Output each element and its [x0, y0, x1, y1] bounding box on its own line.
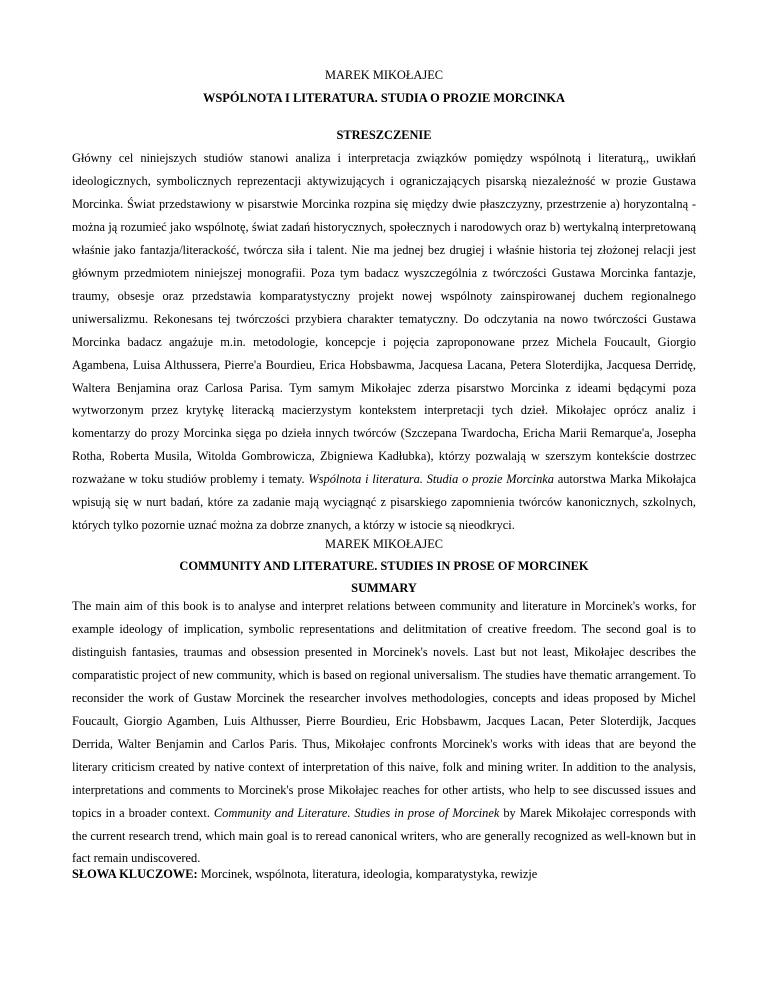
- polish-author: MAREK MIKOŁAJEC: [324, 68, 444, 82]
- english-title: COMMUNITY AND LITERATURE. STUDIES IN PROSE OF MORCINEK: [179, 559, 589, 573]
- english-abstract: [72, 595, 696, 870]
- keywords-label: SŁOWA KLUCZOWE:: [72, 867, 198, 881]
- english-author: MAREK MIKOŁAJEC: [324, 537, 444, 551]
- polish-abstract-text-a: Główny cel niniejszych studiów stanowi analiza i interpretacja związków pomiędzy wspólnotą i literaturą,, uwikłań ideologicznych, symbolicznych reprezentacji aktywizujących i ograniczających pisarską niezależność w prozie Gustawa Morcinka. Świat przedstawiony w pisarstwie Morcinka rozpina się między dwie płaszczyzny, przestrzenie a) horyzontalną - można ją rozumieć jako wspólnotę, świat zadań historycznych, społecznych i narodowych oraz b) wertykalną interpretowaną właśnie jako fantazja/literackość, twórcza siła i talent. Nie ma jednej bez drugiej i właśnie historia tej złożonej relacji jest głównym przedmiotem niniejszej monografii. Poza tym badacz wyszczególnia z twórczości Gustawa Morcinka fantazje, traumy, obsesje oraz przedstawia komparatystyczny projekt nowej wspólnoty zainspirowanej duchem regionalnego uniwersalizmu. Rekonesans tej twórczości przybiera charakter tematyczny. Do odczytania na nowo twórczości Gustawa Morcinka badacz angażuje m.in. metodologie, koncepcje i pojęcia zaproponowane przez Michela Foucault, Giorgio Agambena, Luisa Althussera, Pierre'a Bourdieu, Erica Hobsbawma, Jacquesa Lacana, Petera Sloterdijka, Jacquesa Derridę, Waltera Benjamina oraz Carlosa Parisa. Tym samym Mikołajec zderza pisarstwo Morcinka z ideami będącymi poza wytworzonym przez krytykę literacką macierzystym kontekstem interpretacji tych dzieł. Mikołajec oprócz analiz i komentarzy do prozy Morcinka sięga po dzieła innych twórców (Szczepana Twardocha, Ericha Marii Remarque'a, Josepha Rotha, Roberta Musila, Witolda Gombrowicza, Zbigniewa Kadłubka), którzy pozwalają w szerszym kontekście dostrzec rozważane w toku studiów problemy i tematy.: [72, 151, 696, 487]
- polish-abstract: [72, 147, 696, 537]
- polish-abstract-text-b: autorstwa Marka Mikołajca wpisują się w nurt badań, które za zadanie mają wyciągnąć z pisarskiego zapomnienia twórców kanonicznych, szkolnych, których tylko pozornie uznać można za dobrze znanych, a którzy w istocie są nieodkryci.: [72, 472, 696, 533]
- keywords-text: Morcinek, wspólnota, literatura, ideologia, komparatystyka, rewizje: [197, 867, 538, 881]
- english-abstract-title-italic: Community and Literature. Studies in prose of Morcinek: [213, 805, 500, 820]
- polish-title: WSPÓLNOTA I LITERATURA. STUDIA O PROZIE MORCINKA: [202, 91, 566, 105]
- keywords-line: [72, 867, 537, 882]
- polish-abstract-title-italic: Wspólnota i literatura. Studia o prozie Morcinka: [308, 472, 554, 487]
- english-abstract-text-a: The main aim of this book is to analyse and interpret relations between community and literature in Morcinek's works, for example ideology of implication, symbolic representations and delitmitation of creative freedom. The second goal is to distinguish fantasies, traumas and obsession presented in Morcinek's novels. Last but not least, Mikołajec describes the comparatistic project of new community, which is based on regional universalism. The studies have thematic arrangement. To reconsider the work of Gustaw Morcinek the researcher involves methodologies, concepts and ideas proposed by Michel Foucault, Giorgio Agamben, Luis Althusser, Pierre Bourdieu, Eric Hobsbawm, Jacques Lacan, Peter Sloterdijk, Jacques Derrida, Walter Benjamin and Carlos Paris. Thus, Mikołajec confronts Morcinek's works with ideas that are beyond the literary criticism created by native context of interpretation of this naive, folk and mining writer. In addition to the analysis, interpretations and comments to Morcinek's prose Mikołajec reaches for other artists, who help to see discussed issues and topics in a broader context.: [72, 599, 696, 820]
- english-heading: SUMMARY: [351, 581, 417, 595]
- polish-heading: STRESZCZENIE: [336, 128, 432, 142]
- english-abstract-text-b: by Marek Mikołajec corresponds with the current research trend, which main goal is to reread canonical writers, who are generally recognized as well-known but in fact remain undiscovered.: [72, 805, 697, 866]
